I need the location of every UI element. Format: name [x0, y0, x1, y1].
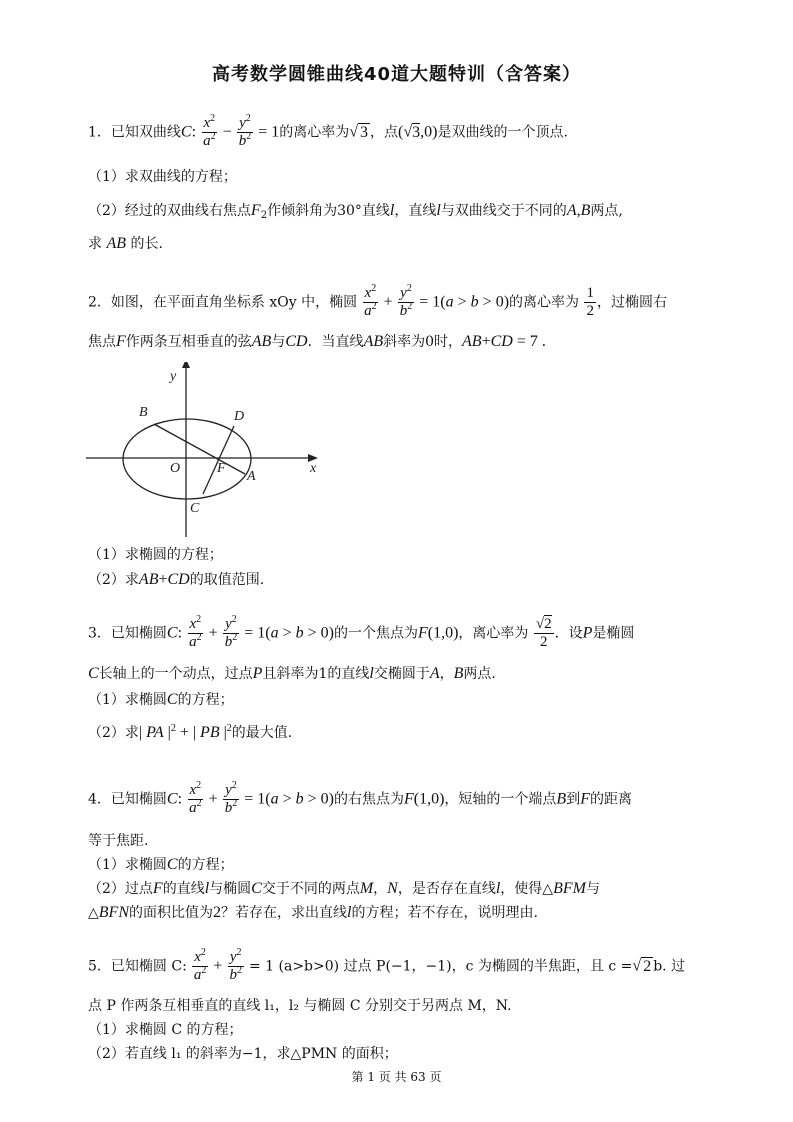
page-footer: 第 1 页 共 63 页	[351, 1070, 442, 1084]
ellipse-figure	[86, 362, 336, 542]
q4-part-1: （1）求椭圆C的方程；	[88, 856, 234, 873]
q3-line-2: C长轴上的一个动点，过点P且斜率为1的直线l交椭圆于A，B两点.	[88, 665, 496, 682]
q2-part-2: （2）求AB+CD的取值范围.	[88, 571, 265, 588]
label-o: O	[170, 461, 181, 476]
label-b: B	[139, 405, 148, 420]
q5-line-1: 5．已知椭圆 C: $\frac{x^2}{a^2}$ + $\frac{y^2}{b^2}$ = 1 (a>b>0) 过点 P(−1，−1)，c 为椭圆的半焦距，且 c =√ 2 b. 过	[88, 947, 686, 983]
y-axis-arrow	[182, 362, 190, 368]
q2-line-2: 焦点F作两条互相垂直的弦AB与CD．当直线AB斜率为0时，AB+CD = 7 .	[88, 333, 546, 350]
q5-line-2: 点 P 作两条互相垂直的直线 l₁，l₂ 与椭圆 C 分别交于另两点 M，N.	[88, 998, 512, 1014]
label-x: x	[310, 461, 317, 476]
q4-part-2-cont: △BFN的面积比值为2？若存在，求出直线l的方程；若不存在，说明理由.	[88, 904, 538, 921]
label-c: C	[190, 501, 200, 516]
label-d: D	[234, 409, 245, 424]
page-title: 高考数学圆锥曲线40道大题特训（含答案）	[211, 64, 582, 85]
q3-part-2: （2）求| PA $|^2$ + | PB $|^2$的最大值.	[88, 723, 293, 741]
q5-part-1: （1）求椭圆 C 的方程；	[88, 1022, 243, 1038]
q1-part-2-cont: 求 AB 的长.	[88, 235, 163, 252]
q1-line-1: 1．已知双曲线C: $\frac{x^2}{a^2}$ − $\frac{y^2}{b^2}$ = 1的离心率为√ 3 ，点(√3,0)是双曲线的一个顶点.	[88, 113, 568, 149]
q2-line-1: 2．如图，在平面直角坐标系 xOy 中，椭圆 $\frac{x^2}{a^2}$ + $\frac{y^2}{b^2}$ = 1(a > b > 0)的离心率为 $\frac{1}{2}$ ，过椭圆右	[88, 283, 667, 319]
q1-part-1: （1）求双曲线的方程；	[88, 169, 237, 185]
q3-line-1: 3．已知椭圆C: $\frac{x^2}{a^2}$ + $\frac{y^2}{b^2}$ = 1(a > b > 0)的一个焦点为F(1,0)，离心率为 $\frac{√2}{2}$ ．设P是椭圆	[88, 614, 635, 650]
label-a: A	[247, 469, 256, 484]
q4-line-2: 等于焦距.	[88, 833, 149, 849]
label-y: y	[170, 369, 177, 384]
q1-part-2: （2）经过的双曲线右焦点$F_2$作倾斜角为30°直线l，直线l与双曲线交于不同的A,B两点,	[88, 202, 623, 221]
label-f: F	[217, 461, 226, 476]
q4-line-1: 4．已知椭圆C: $\frac{x^2}{a^2}$ + $\frac{y^2}{b^2}$ = 1(a > b > 0)的右焦点为F(1,0)，短轴的一个端点B到F的距离	[88, 780, 632, 816]
q2-part-1: （1）求椭圆的方程；	[88, 547, 223, 563]
q5-part-2: （2）若直线 l₁ 的斜率为−1，求△PMN 的面积；	[88, 1046, 398, 1062]
q3-part-1: （1）求椭圆C的方程；	[88, 691, 234, 708]
q4-part-2: （2）过点F的直线l与椭圆C交于不同的两点M，N，是否存在直线l，使得△BFM与	[88, 880, 600, 897]
chord-cd	[203, 426, 234, 494]
